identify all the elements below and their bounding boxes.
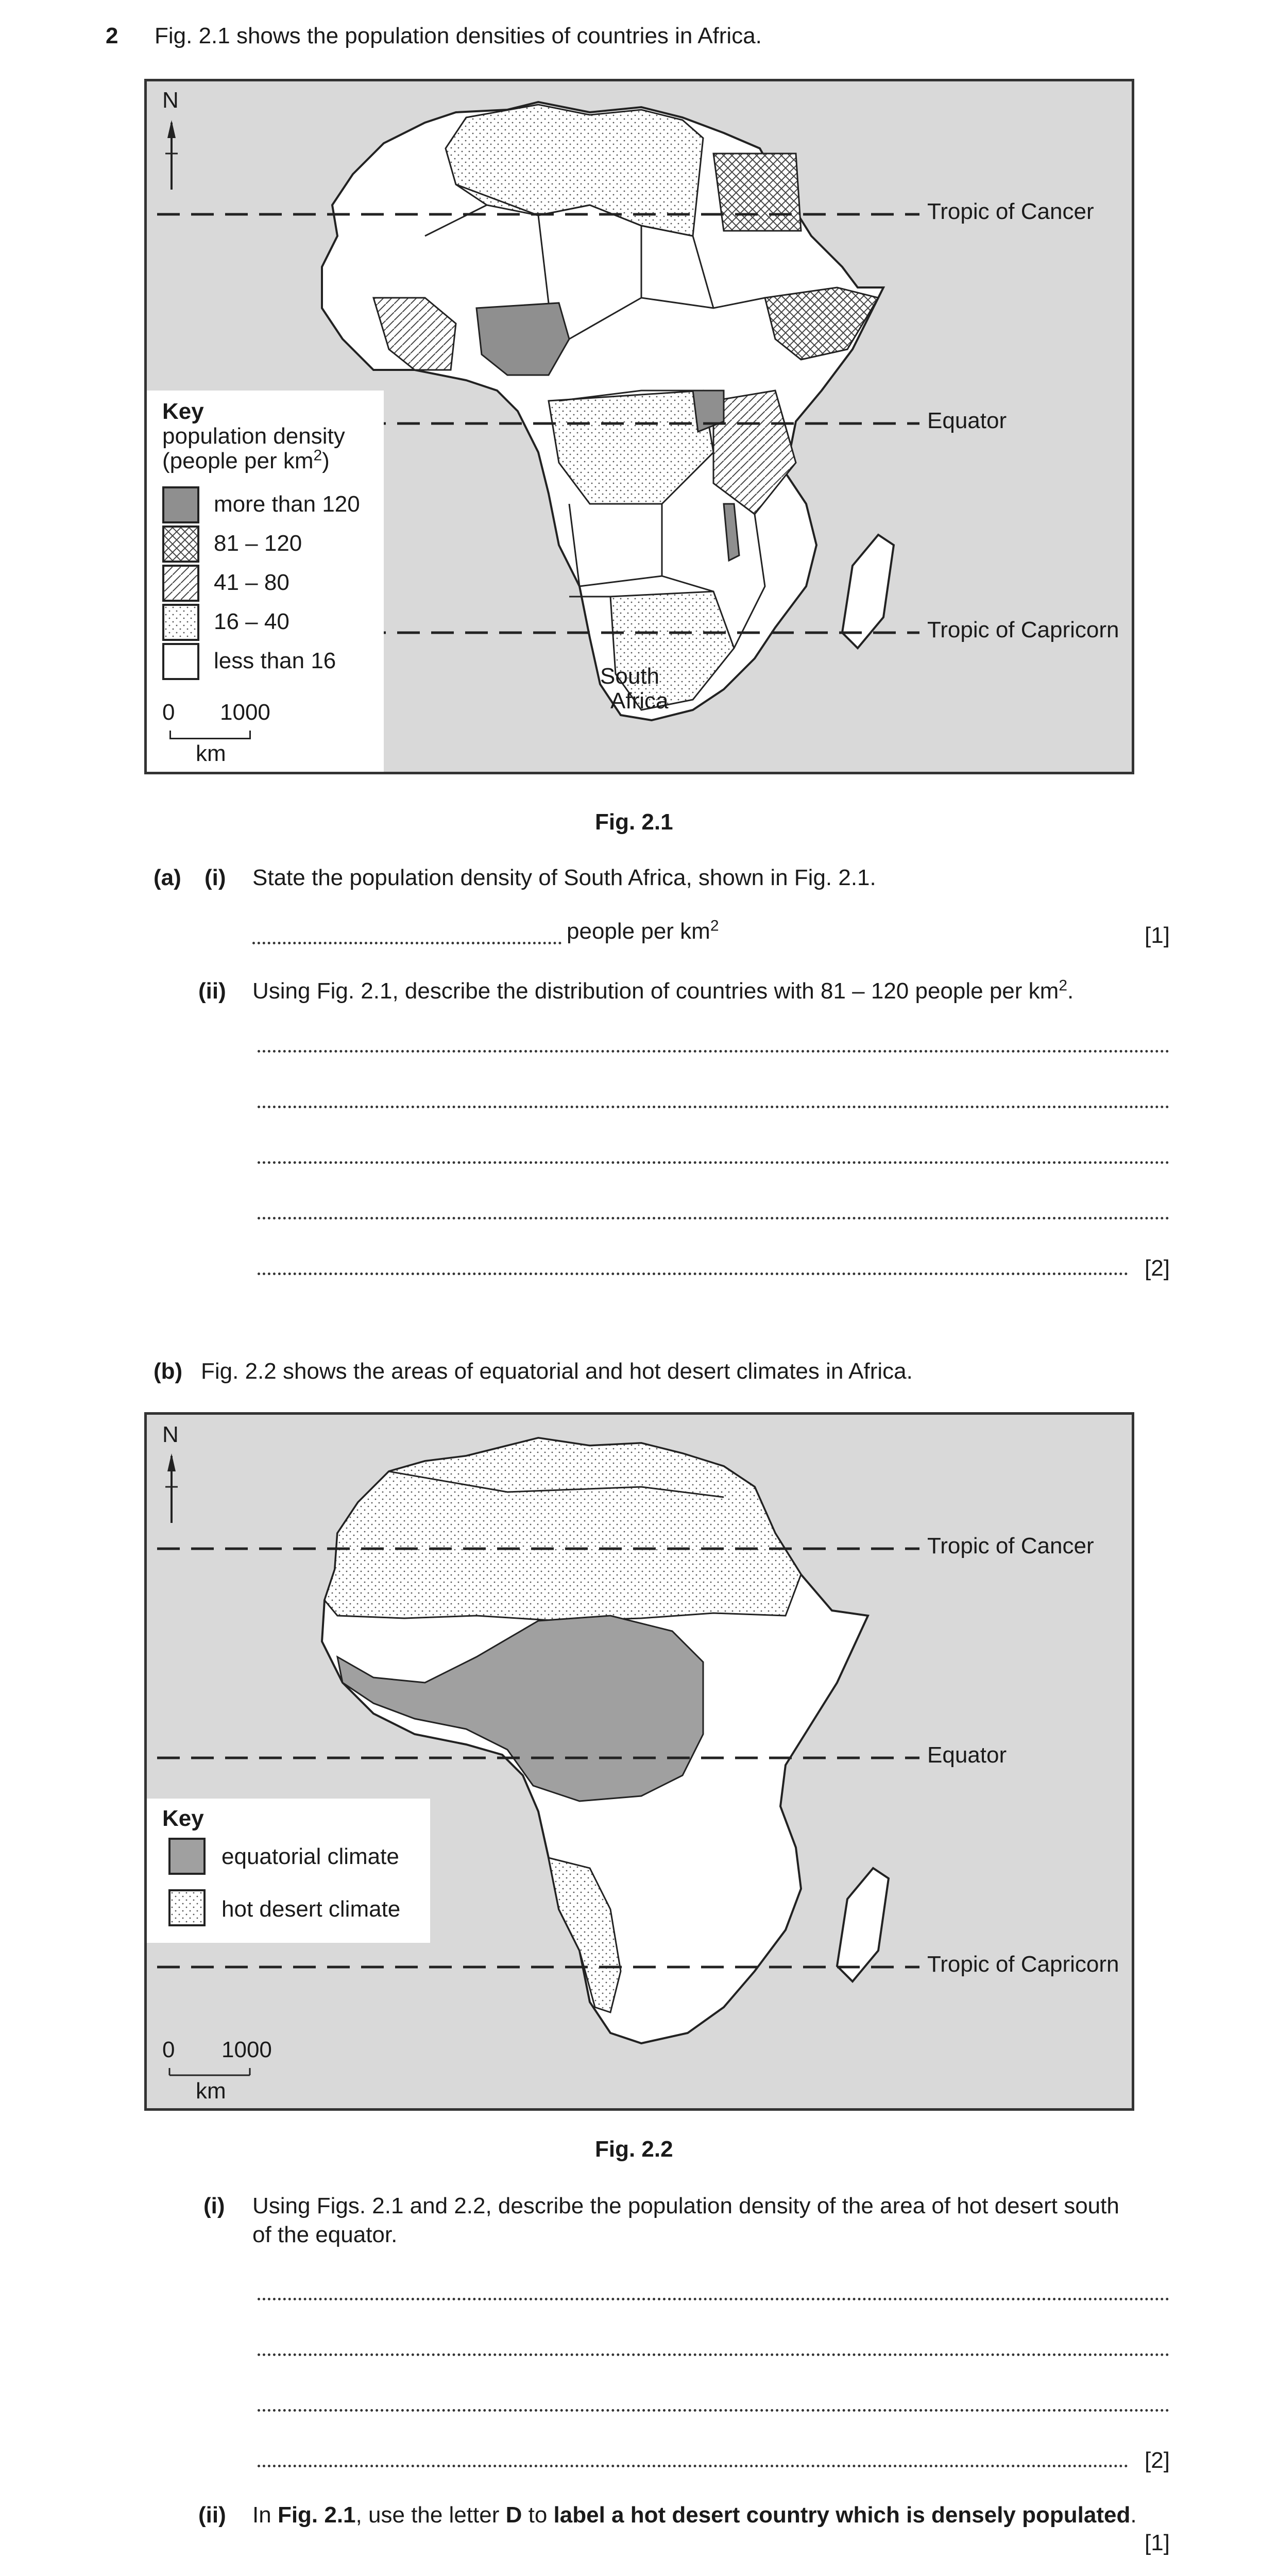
scale2-max: 1000	[221, 2037, 272, 2062]
tropic-cancer-label: Tropic of Cancer	[927, 199, 1094, 224]
swatch-equatorial	[168, 1838, 206, 1875]
swatch-41-80	[162, 565, 199, 602]
part-b-ii-marks: [1]	[1145, 2530, 1170, 2555]
part-b-i-text-2: of the equator.	[252, 2222, 398, 2247]
question-intro: Fig. 2.1 shows the population densities of countries in Africa.	[155, 23, 762, 48]
north-label: N	[162, 88, 179, 113]
scale-bar	[169, 731, 251, 739]
part-b-label: (b)	[154, 1359, 183, 1384]
scale-unit: km	[196, 741, 226, 766]
part-b-i-text-1: Using Figs. 2.1 and 2.2, describe the population density of the area of hot desert south	[252, 2193, 1119, 2218]
key-label-81-120: 81 – 120	[214, 531, 302, 556]
part-b-text: Fig. 2.2 shows the areas of equatorial and hot desert climates in Africa.	[201, 1359, 913, 1384]
answer-line-a-ii-3[interactable]	[258, 1161, 1169, 1164]
swatch-less-than-16	[162, 643, 199, 680]
answer-line-b-i-4[interactable]	[258, 2465, 1128, 2467]
key-subtitle-2: (people per $km^2$)	[162, 447, 330, 473]
part-a-label: (a)	[154, 865, 181, 890]
north-arrow-head-2	[167, 1453, 176, 1471]
scale2-zero: 0	[162, 2037, 175, 2062]
key-label-less-than-16: less than 16	[214, 648, 336, 673]
swatch-16-40	[162, 604, 199, 641]
fig1-caption: Fig. 2.1	[595, 809, 673, 835]
equator-label-2: Equator	[927, 1742, 1007, 1768]
key2-label-hot-desert: hot desert climate	[221, 1896, 401, 1922]
desert-north	[325, 1438, 801, 1621]
figure-2-1-map	[144, 79, 1134, 774]
swatch-81-120	[162, 526, 199, 563]
answer-line-a-ii-2[interactable]	[258, 1106, 1169, 1108]
madagascar-2	[837, 1868, 889, 1981]
key-label-more-than-120: more than 120	[214, 492, 360, 517]
answer-line-a-i[interactable]	[252, 942, 561, 944]
part-a-ii-text: Using Fig. 2.1, describe the distribution of countries with 81 – 120 people per $km^2$.	[252, 977, 1074, 1004]
key-title: Key	[162, 399, 204, 424]
tropic-capricorn-label: Tropic of Capricorn	[927, 617, 1119, 642]
north-label-2: N	[162, 1422, 179, 1447]
madagascar	[842, 535, 894, 648]
answer-line-b-i-3[interactable]	[258, 2409, 1169, 2412]
tropic-capricorn-label-2: Tropic of Capricorn	[927, 1952, 1119, 1977]
egypt-crosshatch	[713, 154, 801, 231]
answer-line-b-i-1[interactable]	[258, 2298, 1169, 2300]
scale-zero: 0	[162, 700, 175, 725]
tropic-cancer-label-2: Tropic of Cancer	[927, 1533, 1094, 1558]
key2-title: Key	[162, 1806, 204, 1831]
part-a-ii-marks: [2]	[1145, 1256, 1170, 1281]
north-arrow-head	[167, 120, 176, 138]
scale-max: 1000	[220, 700, 270, 725]
fig1-key	[147, 391, 384, 772]
swatch-more-than-120	[162, 486, 199, 523]
answer-line-a-ii-4[interactable]	[258, 1217, 1169, 1219]
question-number: 2	[106, 23, 118, 48]
part-b-ii-text: In Fig. 2.1, use the letter D to label a hot desert country which is densely populated.	[252, 2502, 1137, 2528]
fig2-caption: Fig. 2.2	[595, 2137, 673, 2162]
scale2-unit: km	[196, 2078, 226, 2104]
equator-label: Equator	[927, 408, 1007, 433]
key2-label-equatorial: equatorial climate	[221, 1844, 399, 1869]
part-a-i-unit: people per $km^2$	[567, 917, 719, 944]
answer-line-a-ii-1[interactable]	[258, 1050, 1169, 1053]
answer-line-b-i-2[interactable]	[258, 2353, 1169, 2356]
part-a-i-text: State the population density of South Africa, shown in Fig. 2.1.	[252, 865, 876, 890]
key-subtitle-1: population density	[162, 423, 345, 449]
part-b-i-label: (i)	[203, 2193, 225, 2218]
part-a-i-marks: [1]	[1145, 923, 1170, 948]
swatch-hot-desert	[168, 1889, 206, 1926]
part-a-ii-label: (ii)	[198, 978, 226, 1004]
part-b-ii-label: (ii)	[198, 2502, 226, 2528]
key-label-41-80: 41 – 80	[214, 570, 289, 595]
south-africa-label-2: Africa	[610, 688, 669, 714]
fig2-key	[147, 1799, 430, 1943]
answer-line-a-ii-5[interactable]	[258, 1273, 1128, 1275]
part-a-i-label: (i)	[205, 865, 226, 890]
south-africa-label-1: South	[600, 664, 659, 689]
key-label-16-40: 16 – 40	[214, 609, 289, 634]
part-b-i-marks: [2]	[1145, 2448, 1170, 2473]
figure-2-2-map	[144, 1412, 1134, 2111]
